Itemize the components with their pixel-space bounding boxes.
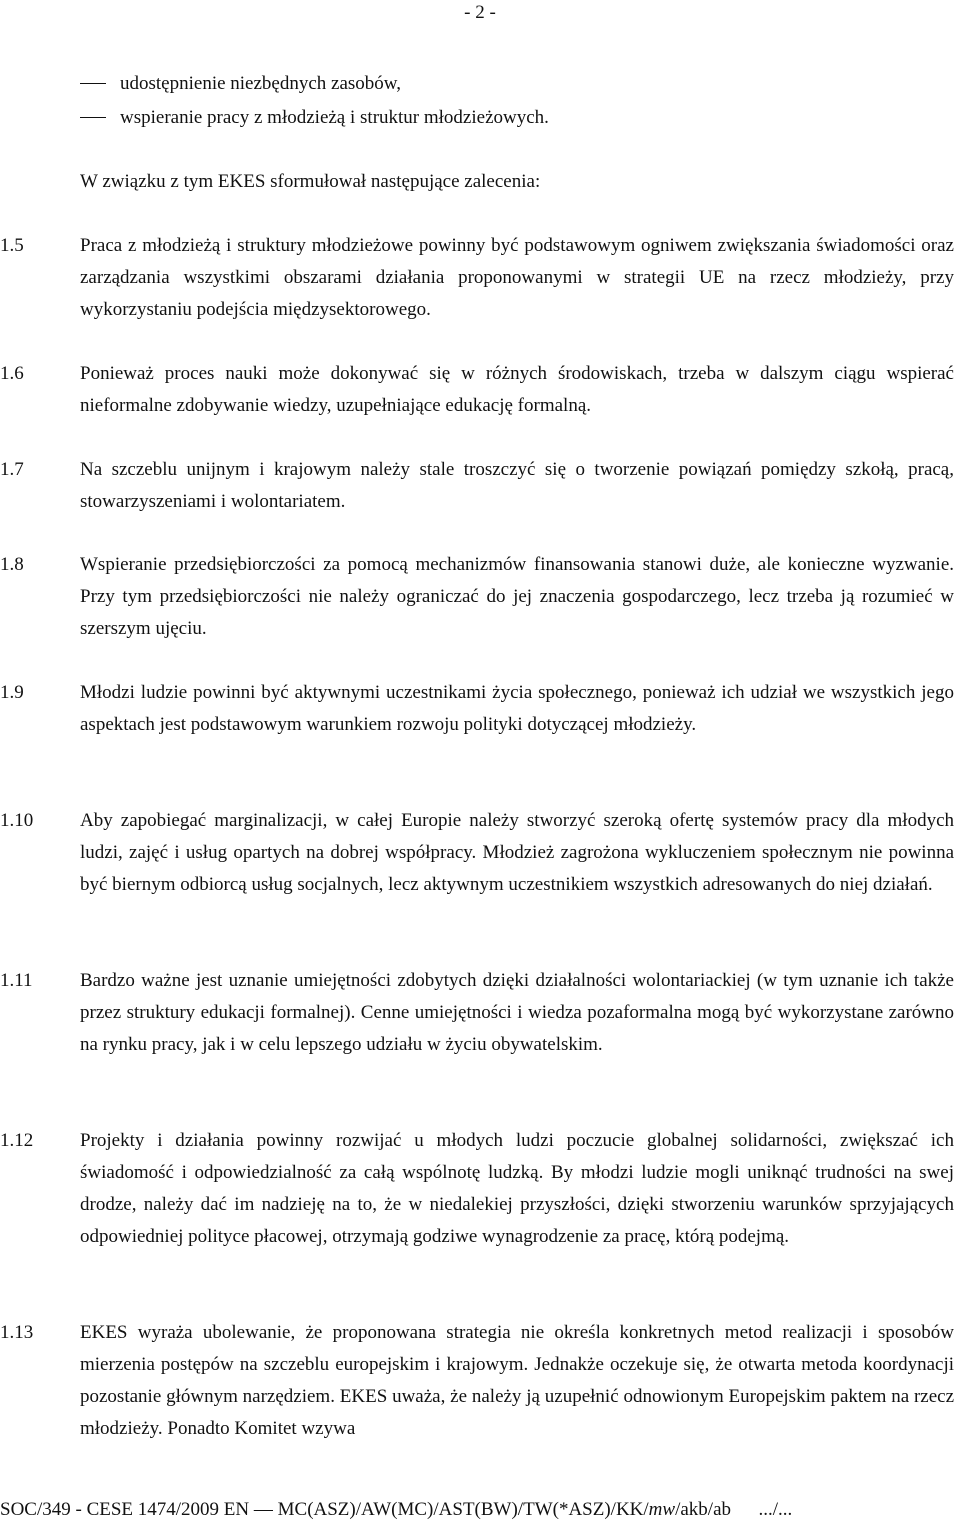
intro-sentence: W związku z tym EKES sformułował następujące zalecenia: [80,171,541,192]
reference-code-end: /akb/ab [675,1499,732,1520]
list-item [80,68,960,100]
paragraph-number: 1.7 [0,459,24,480]
continuation-mark: .../... [758,1499,793,1520]
paragraph-text: Praca z młodzieżą i struktury młodzieżowe powinny być podstawowym ogniwem zwiększania świadomości oraz zarządzania wszystkimi obszarami działania proponowanymi w strategii UE na rzecz młodzieży, przy wykorzystaniu podejścia międzysektorowego. [80,235,954,320]
paragraph-text: Młodzi ludzie powinni być aktywnymi uczestnikami życia społecznego, ponieważ ich udział we wszystkich jego aspektach jest podstawowym warunkiem rozwoju polityki dotyczącej młodzieży. [80,682,954,735]
paragraph-number: 1.6 [0,363,24,384]
paragraph-text: Aby zapobiegać marginalizacji, w całej Europie należy stworzyć szeroką ofertę systemów pracy dla młodych ludzi, zajęć i usług opartych na dobrej współpracy. Młodzież zagrożona wykluczeniem społecznym nie powinna być biernym odbiorcą usług socjalnych, lecz aktywnym uczestnikiem wszystkich adresowanych do niej działań. [80,810,954,895]
list-item-text: wspieranie pracy z młodzieżą i struktur młodzieżowych. [120,107,549,128]
bullet-list [80,68,960,136]
paragraph-number: 1.10 [0,810,34,831]
paragraph-text: Projekty i działania powinny rozwijać u młodych ludzi poczucie globalnej solidarności, zwiększać ich świadomość i odpowiedzialność za całą wspólnotę ludzką. By młodzi ludzie mogli uniknąć trudności na swej drodze, należy dać im nadzieję na to, że w niedalekiej przyszłości, dzięki stworzeniu warunków sprzyjających odpowiedniej polityce płacowej, otrzymają godziwe wynagrodzenie za pracę, którą podejmą. [80,1130,954,1247]
paragraph-number: 1.11 [0,970,33,991]
list-item-text: udostępnienie niezbędnych zasobów, [120,73,402,94]
paragraph-number: 1.5 [0,235,24,256]
page-number: - 2 - [464,2,496,23]
dash-bullet-icon [80,83,106,84]
paragraph-text: Bardzo ważne jest uznanie umiejętności zdobytych dzięki działalności wolontariackiej (w tym uznanie ich także przez struktury edukacji formalnej). Cenne umiejętności i wiedza pozaformalna mogą być wykorzystane zarówno na rynku pracy, jak i w celu lepszego udziału w życiu obywatelskim. [80,970,954,1055]
paragraph-number: 1.13 [0,1322,34,1343]
dash-bullet-icon [80,117,106,118]
paragraph-text: Ponieważ proces nauki może dokonywać się w różnych środowiskach, trzeba w dalszym ciągu wspierać nieformalne zdobywanie wiedzy, uzupełniające edukację formalną. [80,363,954,416]
paragraph-text: Wspieranie przedsiębiorczości za pomocą mechanizmów finansowania stanowi duże, ale konieczne wyzwanie. Przy tym przedsiębiorczości nie należy ograniczać do jej znaczenia gospodarczego, lecz trzeba ją rozumieć w szerszym ujęciu. [80,554,954,639]
reference-code-italic: mw [648,1499,676,1520]
paragraph-text: EKES wyraża ubolewanie, że proponowana strategia nie określa konkretnych metod realizacji i sposobów mierzenia postępów na szczeblu europejskim i krajowym. Jednakże oczekuje się, że otwarta metoda koordynacji pozostanie głównym narzędziem. EKES uważa, że należy ją uzupełnić odnowionym Europejskim paktem na rzecz młodzieży. Ponadto Komitet wzywa [80,1322,954,1439]
list-item [80,102,960,134]
reference-code: SOC/349 - CESE 1474/2009 EN — MC(ASZ)/AW(MC)/AST(BW)/TW(*ASZ)/KK/ [0,1499,649,1520]
document-reference-footer [0,1497,960,1523]
paragraph-number: 1.9 [0,682,24,703]
paragraph-number: 1.8 [0,554,24,575]
paragraph-number: 1.12 [0,1130,34,1151]
paragraph-text: Na szczeblu unijnym i krajowym należy stale troszczyć się o tworzenie powiązań pomiędzy szkołą, pracą, stowarzyszeniami i wolontariatem. [80,459,954,512]
